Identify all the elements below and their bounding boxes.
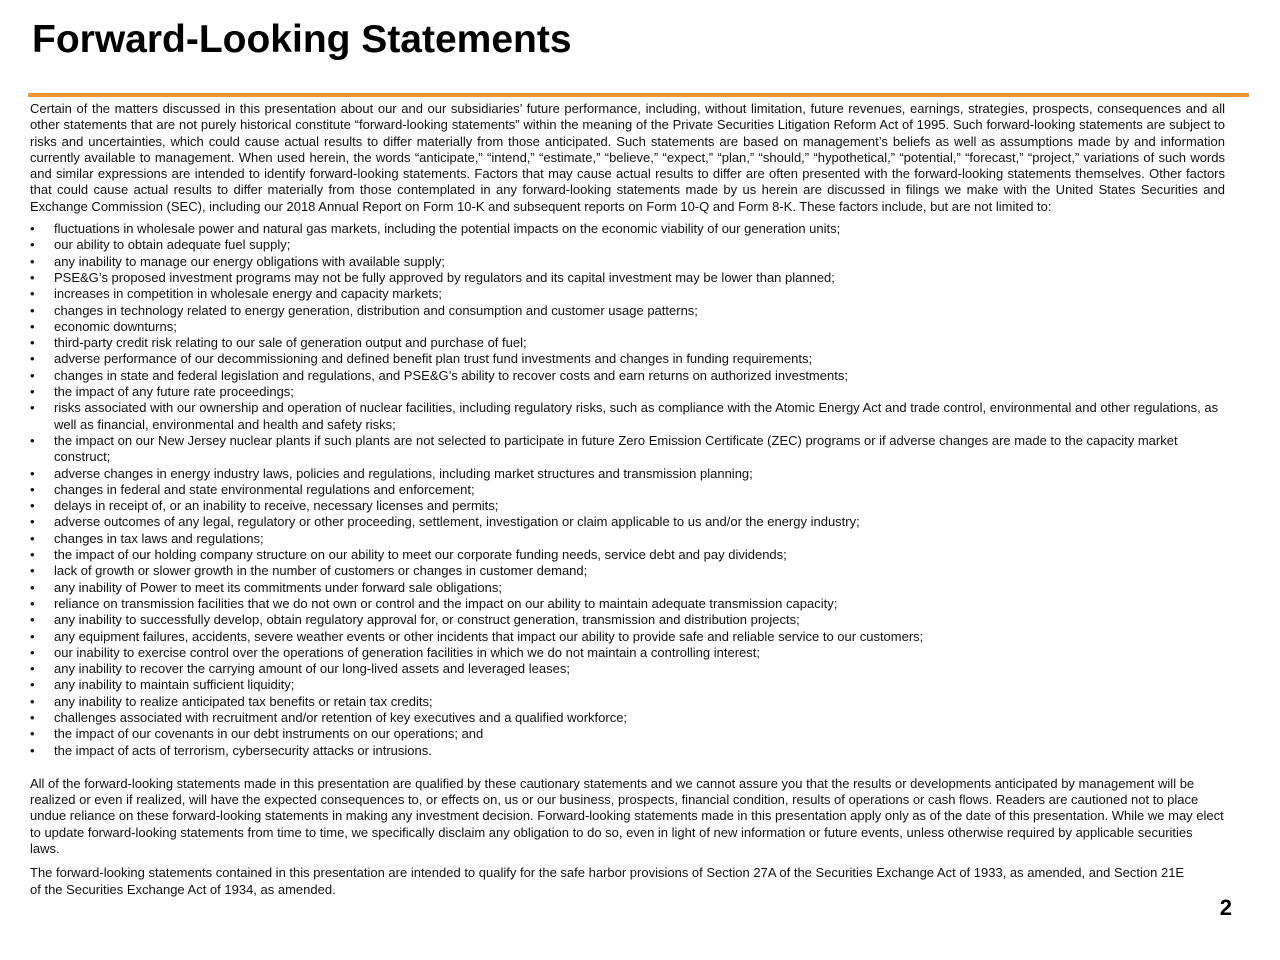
risk-factor-item: • changes in tax laws and regulations; [30, 531, 1225, 547]
risk-factor-item: • lack of growth or slower growth in the number of customers or changes in customer demand; [30, 563, 1225, 579]
risk-factor-item: • delays in receipt of, or an inability to receive, necessary licenses and permits; [30, 498, 1225, 514]
risk-factor-item: • any equipment failures, accidents, severe weather events or other incidents that impact our ability to provide safe and reliable service to our customers; [30, 629, 1225, 645]
safe-harbor-paragraph: The forward-looking statements contained in this presentation are intended to qualify for the safe harbor provisions of Section 27A of the Securities Exchange Act of 1933, as amended, and Section 21E of the Securities Exchange Act of 1934, as amended. [30, 865, 1185, 897]
title-underline [28, 93, 1249, 97]
risk-factor-item: • any inability to maintain sufficient liquidity; [30, 677, 1225, 693]
qualification-paragraph: All of the forward-looking statements made in this presentation are qualified by these cautionary statements and we cannot assure you that the results or developments anticipated by management will be realized or even if realized, will have the expected consequences to, or effects on, us or our business, prospects, financial condition, results of operations or cash flows. Readers are cautioned not to place undue reliance on these forward-looking statements in making any investment decision. Forward-looking statements made in this presentation apply only as of the date of this presentation. While we may elect to update forward-looking statements from time to time, we specifically disclaim any obligation to do so, even in light of new information or future events, unless otherwise required by applicable securities laws. [30, 775, 1224, 857]
page-title: Forward-Looking Statements [32, 18, 572, 61]
risk-factor-item: • any inability to realize anticipated tax benefits or retain tax credits; [30, 694, 1225, 710]
risk-factor-item: • economic downturns; [30, 319, 1225, 335]
risk-factor-list [30, 221, 1225, 759]
risk-factor-item: • PSE&G’s proposed investment programs may not be fully approved by regulators and its capital investment may be lower than planned; [30, 270, 1225, 286]
intro-paragraph: Certain of the matters discussed in this presentation about our and our subsidiaries’ future performance, including, without limitation, future revenues, earnings, strategies, prospects, consequences and all other statements that are not purely historical constitute “forward-looking statements” within the meaning of the Private Securities Litigation Reform Act of 1995. Such forward-looking statements are subject to risks and uncertainties, which could cause actual results to differ materially from those anticipated. Such statements are based on management’s beliefs as well as assumptions made by and information currently available to management. When used herein, the words “anticipate,” “intend,” “estimate,” “believe,” “expect,” “plan,” “should,” “hypothetical,” “potential,” “forecast,” “project,” variations of such words and similar expressions are intended to identify forward-looking statements. Factors that may cause actual results to differ are often presented with the forward-looking statements themselves. Other factors that could cause actual results to differ materially from those contemplated in any forward-looking statements made by us herein are discussed in filings we make with the United States Securities and Exchange Commission (SEC), including our 2018 Annual Report on Form 10-K and subsequent reports on Form 10-Q and Form 8-K. These factors include, but are not limited to: [30, 101, 1225, 214]
risk-factor-item: • any inability to recover the carrying amount of our long-lived assets and leveraged leases; [30, 661, 1225, 677]
risk-factor-item: • the impact of acts of terrorism, cybersecurity attacks or intrusions. [30, 743, 1225, 759]
risk-factor-item: • changes in state and federal legislation and regulations, and PSE&G’s ability to recover costs and earn returns on authorized investments; [30, 368, 1225, 384]
risk-factor-item: • any inability to successfully develop, obtain regulatory approval for, or construct generation, transmission and distribution projects; [30, 612, 1225, 628]
risk-factor-item: • risks associated with our ownership and operation of nuclear facilities, including regulatory risks, such as compliance with the Atomic Energy Act and trade control, environmental and other regulations, as well as financial, environmental and health and safety risks; [30, 400, 1225, 433]
risk-factor-item: • any inability of Power to meet its commitments under forward sale obligations; [30, 580, 1225, 596]
risk-factor-item: • our ability to obtain adequate fuel supply; [30, 237, 1225, 253]
page-number: 2 [1219, 895, 1232, 920]
risk-factor-item: • increases in competition in wholesale energy and capacity markets; [30, 286, 1225, 302]
risk-factor-item: • fluctuations in wholesale power and natural gas markets, including the potential impacts on the economic viability of our generation units; [30, 221, 1225, 237]
risk-factor-item: • changes in federal and state environmental regulations and enforcement; [30, 482, 1225, 498]
risk-factor-item: • adverse outcomes of any legal, regulatory or other proceeding, settlement, investigation or claim applicable to us and/or the energy industry; [30, 514, 1225, 530]
risk-factor-item: • the impact on our New Jersey nuclear plants if such plants are not selected to participate in future Zero Emission Certificate (ZEC) programs or if adverse changes are made to the capacity market construct; [30, 433, 1225, 466]
risk-factor-item: • the impact of our holding company structure on our ability to meet our corporate funding needs, service debt and pay dividends; [30, 547, 1225, 563]
risk-factor-item: • challenges associated with recruitment and/or retention of key executives and a qualified workforce; [30, 710, 1225, 726]
risk-factor-item: • any inability to manage our energy obligations with available supply; [30, 254, 1225, 270]
risk-factor-item: • adverse performance of our decommissioning and defined benefit plan trust fund investments and changes in funding requirements; [30, 351, 1225, 367]
risk-factor-item: • reliance on transmission facilities that we do not own or control and the impact on our ability to maintain adequate transmission capacity; [30, 596, 1225, 612]
risk-factor-item: • our inability to exercise control over the operations of generation facilities in which we do not maintain a controlling interest; [30, 645, 1225, 661]
risk-factor-item: • adverse changes in energy industry laws, policies and regulations, including market structures and transmission planning; [30, 466, 1225, 482]
risk-factor-item: • the impact of our covenants in our debt instruments on our operations; and [30, 726, 1225, 742]
risk-factor-item: • the impact of any future rate proceedings; [30, 384, 1225, 400]
risk-factor-item: • changes in technology related to energy generation, distribution and consumption and customer usage patterns; [30, 303, 1225, 319]
risk-factor-item: • third-party credit risk relating to our sale of generation output and purchase of fuel; [30, 335, 1225, 351]
statement-body [30, 101, 1225, 898]
